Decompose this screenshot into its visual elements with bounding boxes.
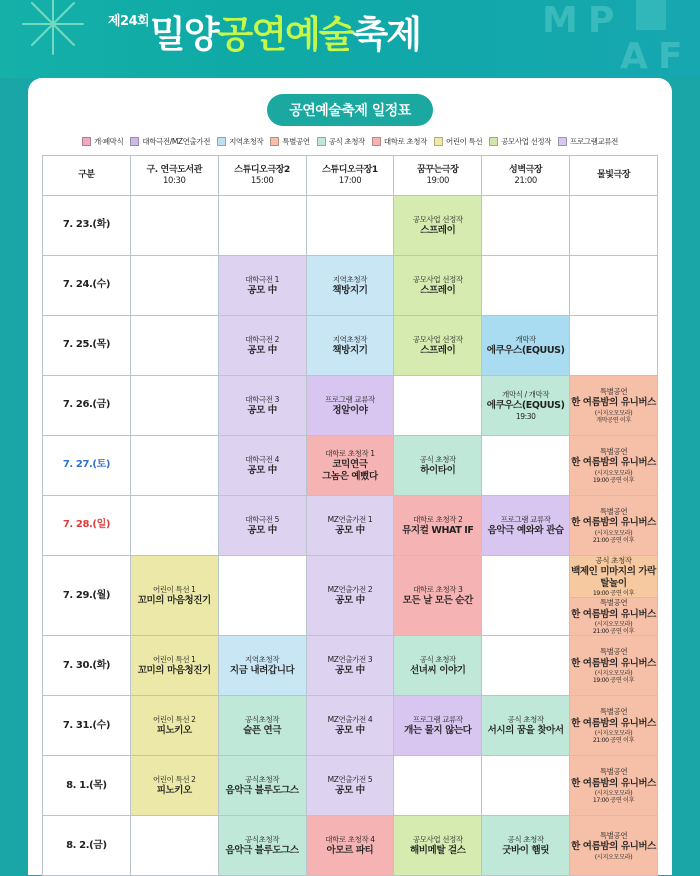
cell-category: 지역초청작 — [332, 334, 368, 344]
column-venue: 스튜디오극장2 — [234, 164, 290, 175]
column-header-5 — [482, 156, 570, 196]
cell-title: 한 여름밤의 유니버스 — [571, 717, 656, 729]
legend-swatch-icon — [434, 137, 443, 146]
edition-label: 제24회 — [108, 14, 150, 29]
cell-category: 공식 초청작 — [419, 655, 456, 665]
column-venue: 구분 — [78, 170, 95, 181]
schedule-cell — [130, 496, 218, 556]
cell-note: 19:00 공연 이후 — [592, 590, 635, 598]
cell-title: 하이타이 — [420, 464, 456, 476]
schedule-cell — [482, 496, 570, 556]
schedule-cell — [570, 496, 658, 556]
column-venue: 구. 연극도서관 — [146, 164, 203, 175]
column-time: 15:00 — [250, 175, 274, 186]
cell-category: 공식초청작 — [244, 775, 280, 785]
column-time: 10:30 — [163, 175, 186, 186]
cell-title: 책방지기 — [332, 344, 368, 356]
table-row — [43, 376, 658, 436]
cell-category: MZ연출가전 4 — [327, 715, 373, 725]
column-header-1 — [130, 156, 218, 196]
schedule-cell — [570, 816, 658, 876]
cell-title: 에쿠우스(EQUUS) — [486, 344, 565, 356]
cell-title: 스프레이 — [420, 284, 456, 296]
cell-category: 대학로 초청작 1 — [325, 448, 375, 458]
cell-title: 서시의 꿈을 찾아서 — [487, 725, 564, 737]
table-row — [43, 256, 658, 316]
schedule-cell — [218, 636, 306, 696]
cell-category: 어린이 특선 2 — [152, 775, 196, 785]
schedule-cell — [394, 376, 482, 436]
row-date: 7. 27.(토) — [43, 436, 131, 496]
cell-category: MZ연출가전 1 — [327, 514, 373, 524]
schedule-cell — [394, 816, 482, 876]
cell-title: 굿바이 햄릿 — [502, 845, 550, 857]
legend-label: 개·폐막식 — [93, 137, 124, 146]
cell-note: (시지오모모라) 19:00 공연 이후 — [592, 469, 635, 484]
schedule-cell — [306, 816, 394, 876]
schedule-cell — [394, 196, 482, 256]
legend-item — [317, 136, 365, 147]
cell-title: 공모 中 — [335, 665, 365, 677]
svg-text:A: A — [620, 36, 648, 76]
column-header-2 — [218, 156, 306, 196]
cell-title: 한 여름밤의 유니버스 — [571, 777, 656, 789]
schedule-cell — [306, 756, 394, 816]
column-header-0 — [43, 156, 131, 196]
row-date: 7. 28.(일) — [43, 496, 131, 556]
table-row — [43, 816, 658, 876]
cell-category: 대학극전 3 — [245, 394, 279, 404]
legend-item — [489, 136, 551, 147]
row-date: 7. 31.(수) — [43, 696, 131, 756]
schedule-cell — [570, 756, 658, 816]
cell-note: (시지오모모라) 17:00 공연 이후 — [592, 790, 635, 805]
cell-category: 특별공연 — [599, 830, 628, 840]
cell-category: 공식 초청작 — [419, 454, 456, 464]
cell-category: MZ연출가전 3 — [327, 655, 373, 665]
cell-category: 프로그램 교류작 — [500, 514, 551, 524]
cell-title: 공모 中 — [247, 464, 277, 476]
legend-label: 공식 초청작 — [328, 137, 365, 146]
legend-label: 공모사업 선정작 — [501, 137, 552, 146]
schedule-cell — [570, 256, 658, 316]
cell-title: 책방지기 — [332, 284, 368, 296]
cell-category: 개막식 / 개막작 — [502, 389, 550, 399]
cell-title: 꼬미의 마음청진기 — [137, 665, 211, 677]
cell-category: 특별공연 — [599, 507, 628, 517]
table-row — [43, 436, 658, 496]
cell-category: 공모사업 선정작 — [412, 334, 463, 344]
cell-category: 지역초청작 — [244, 655, 280, 665]
schedule-cell — [482, 696, 570, 756]
schedule-cell — [394, 696, 482, 756]
schedule-cell — [130, 696, 218, 756]
schedule-cell — [482, 816, 570, 876]
legend-item — [130, 136, 210, 147]
cell-title: 한 여름밤의 유니버스 — [571, 397, 656, 409]
schedule-cell — [130, 256, 218, 316]
schedule-cell — [570, 196, 658, 256]
column-time: 21:00 — [514, 175, 537, 186]
schedule-cell — [570, 556, 658, 636]
row-date: 7. 29.(월) — [43, 556, 131, 636]
festival-title — [150, 4, 420, 58]
mpaf-logo-icon — [540, 0, 690, 76]
schedule-cell — [306, 556, 394, 636]
table-header-row — [43, 156, 658, 196]
cell-title: 개는 물지 않는다 — [404, 725, 472, 737]
column-venue: 꿈꾸는극장 — [417, 164, 459, 175]
legend-swatch-icon — [558, 137, 567, 146]
schedule-cell — [218, 496, 306, 556]
row-date: 7. 30.(화) — [43, 636, 131, 696]
column-venue: 성벽극장 — [509, 164, 543, 175]
column-header-6 — [570, 156, 658, 196]
schedule-cell — [394, 756, 482, 816]
schedule-cell — [218, 816, 306, 876]
cell-title: 꼬미의 마음청진기 — [137, 594, 211, 606]
cell-category: 특별공연 — [599, 647, 628, 657]
cell-category: 공모사업 선정작 — [412, 214, 463, 224]
legend-item — [558, 136, 618, 147]
cell-category: 특별공연 — [599, 767, 628, 777]
schedule-cell — [482, 376, 570, 436]
cell-stack — [570, 556, 657, 635]
schedule-cell — [130, 316, 218, 376]
cell-note: (시지오모모라) 19:00 공연 이후 — [592, 670, 635, 685]
cell-category: 공모사업 선정작 — [412, 835, 463, 845]
schedule-cell — [130, 556, 218, 636]
cell-time: 19:30 — [515, 412, 536, 422]
schedule-cell — [394, 636, 482, 696]
schedule-cell — [394, 256, 482, 316]
schedule-cell — [130, 636, 218, 696]
legend — [44, 136, 656, 147]
cell-title: 공모 中 — [335, 725, 365, 737]
cell-category: 대학극전 2 — [245, 334, 279, 344]
cell-title: 스프레이 — [420, 344, 456, 356]
table-row — [43, 756, 658, 816]
cell-title: 공모 中 — [335, 594, 365, 606]
schedule-cell — [130, 436, 218, 496]
cell-title: 공모 中 — [247, 284, 277, 296]
column-venue: 물빛극장 — [596, 170, 631, 181]
schedule-cell — [306, 696, 394, 756]
row-date: 7. 23.(화) — [43, 196, 131, 256]
cell-title: 뮤지컬 WHAT IF — [402, 524, 474, 536]
cell-category: 공식 초청작 — [595, 556, 632, 565]
legend-swatch-icon — [372, 137, 381, 146]
schedule-cell — [482, 256, 570, 316]
svg-text:F: F — [658, 36, 683, 76]
schedule-card — [28, 78, 672, 875]
schedule-cell — [130, 196, 218, 256]
legend-item — [434, 136, 482, 147]
legend-label: 어린이 특선 — [445, 137, 483, 146]
cell-title: 스프레이 — [420, 224, 456, 236]
schedule-cell — [218, 696, 306, 756]
cell-category: 대학극전 1 — [245, 274, 279, 284]
schedule-cell — [570, 636, 658, 696]
cell-title: 한 여름밤의 유니버스 — [571, 657, 656, 669]
schedule-cell — [482, 196, 570, 256]
legend-item — [82, 136, 123, 147]
title-part-3: 축제 — [352, 13, 420, 56]
cell-category: 공식초청작 — [244, 715, 280, 725]
legend-item — [372, 136, 427, 147]
cell-note: (시지오모모라) 21:00 공연 이후 — [592, 529, 635, 544]
column-time: 19:00 — [426, 175, 450, 186]
schedule-subcell — [570, 556, 657, 597]
cell-title: 선녀씨 이야기 — [410, 665, 466, 677]
cell-category: 대학극전 4 — [245, 454, 279, 464]
schedule-subcell — [570, 597, 657, 635]
cell-category: 어린이 특선 1 — [152, 584, 196, 594]
cell-title: 공모 中 — [247, 344, 277, 356]
cell-title: 음악극 예와와 관습 — [487, 524, 564, 536]
schedule-cell — [394, 436, 482, 496]
cell-title: 한 여름밤의 유니버스 — [571, 457, 656, 469]
cell-category: 공식 초청작 — [507, 715, 544, 725]
schedule-cell — [482, 436, 570, 496]
cell-category: MZ연출가전 5 — [327, 775, 373, 785]
cell-title: 에쿠우스(EQUUS) — [486, 399, 565, 411]
cell-title: 지금 내려갑니다 — [229, 665, 295, 677]
cell-title: 음악극 블루도그스 — [225, 785, 299, 797]
cell-category: 대학로 초청작 4 — [325, 835, 375, 845]
table-row — [43, 696, 658, 756]
cell-category: 특별공연 — [599, 387, 628, 397]
schedule-cell — [218, 316, 306, 376]
cell-title: 피노키오 — [156, 785, 192, 797]
schedule-cell — [218, 436, 306, 496]
schedule-cell — [306, 496, 394, 556]
table-row — [43, 556, 658, 636]
cell-category: 개막작 — [515, 334, 536, 344]
cell-note: (시지오모모라) 개막공연 이후 — [594, 409, 633, 424]
legend-swatch-icon — [217, 137, 226, 146]
cell-category: 어린이 특선 2 — [152, 715, 196, 725]
pill-wrapper — [42, 94, 658, 126]
legend-swatch-icon — [130, 137, 139, 146]
svg-text:P: P — [588, 0, 615, 41]
legend-label: 대학로 초청작 — [383, 137, 427, 146]
cell-category: 프로그램 교류작 — [412, 715, 463, 725]
schedule-cell — [570, 436, 658, 496]
legend-item — [217, 136, 263, 147]
legend-label: 지역초청작 — [229, 137, 264, 146]
row-date: 7. 25.(목) — [43, 316, 131, 376]
title-part-1: 밀양 — [150, 13, 218, 56]
cell-category: 어린이 특선 1 — [152, 655, 196, 665]
cell-note: (시지오모모라) — [594, 853, 633, 861]
cell-category: 대학로 초청작 3 — [413, 584, 463, 594]
schedule-cell — [570, 316, 658, 376]
title-part-2: 공연예술 — [217, 13, 353, 56]
schedule-cell — [218, 256, 306, 316]
schedule-cell — [306, 636, 394, 696]
cell-category: 대학로 초청작 2 — [413, 514, 463, 524]
cell-title: 해비메탈 걸스 — [410, 845, 466, 857]
legend-label: 특별공연 — [282, 137, 310, 146]
table-row — [43, 496, 658, 556]
schedule-cell — [394, 496, 482, 556]
schedule-cell — [130, 376, 218, 436]
schedule-cell — [130, 816, 218, 876]
schedule-cell — [482, 636, 570, 696]
legend-label: 프로그램교류전 — [570, 137, 619, 146]
row-date: 7. 26.(금) — [43, 376, 131, 436]
cell-category: 특별공연 — [599, 447, 628, 457]
schedule-cell — [306, 196, 394, 256]
row-date: 8. 2.(금) — [43, 816, 131, 876]
cell-category: 특별공연 — [599, 707, 628, 717]
cell-category: 공모사업 선정작 — [412, 274, 463, 284]
row-date: 8. 1.(목) — [43, 756, 131, 816]
cell-title: 정알이야 — [332, 404, 368, 416]
schedule-cell — [306, 436, 394, 496]
table-row — [43, 316, 658, 376]
cell-title: 한 여름밤의 유니버스 — [571, 517, 656, 529]
cell-category: MZ연출가전 2 — [327, 584, 373, 594]
cell-category: 공식 초청작 — [507, 835, 544, 845]
cell-title: 아모르 파티 — [326, 845, 374, 857]
schedule-cell — [482, 756, 570, 816]
schedule-cell — [130, 756, 218, 816]
cell-category: 대학극전 5 — [245, 514, 279, 524]
schedule-cell — [306, 256, 394, 316]
column-venue: 스튜디오극장1 — [322, 164, 378, 175]
cell-title: 공모 中 — [247, 524, 277, 536]
cell-category: 공식초청작 — [244, 835, 280, 845]
table-row — [43, 196, 658, 256]
table-body — [43, 196, 658, 876]
schedule-cell — [306, 376, 394, 436]
row-date: 7. 24.(수) — [43, 256, 131, 316]
cell-note: (시지오모모라) 21:00 공연 이후 — [592, 730, 635, 745]
cell-title: 공모 中 — [335, 785, 365, 797]
cell-title: 음악극 블루도그스 — [225, 845, 299, 857]
schedule-cell — [394, 556, 482, 636]
cell-title: 슬픈 연극 — [243, 725, 282, 737]
schedule-cell — [570, 376, 658, 436]
festival-banner — [0, 0, 700, 78]
sparkle-icon — [18, 0, 88, 60]
cell-category: 프로그램 교류작 — [325, 394, 375, 404]
legend-swatch-icon — [489, 137, 498, 146]
legend-swatch-icon — [317, 137, 326, 146]
legend-swatch-icon — [82, 137, 91, 146]
column-header-4 — [394, 156, 482, 196]
legend-swatch-icon — [270, 137, 279, 146]
schedule-cell — [218, 556, 306, 636]
legend-item — [270, 136, 309, 147]
schedule-title-pill: 공연예술축제 일정표 — [267, 94, 433, 126]
cell-title: 피노키오 — [156, 725, 192, 737]
cell-note: (시지오모모라) 21:00 공연 이후 — [592, 621, 635, 636]
schedule-cell — [218, 756, 306, 816]
cell-title: 한 여름밤의 유니버스 — [571, 841, 656, 853]
table-head — [43, 156, 658, 196]
schedule-cell — [482, 316, 570, 376]
schedule-cell — [482, 556, 570, 636]
schedule-cell — [218, 376, 306, 436]
column-time: 17:00 — [338, 175, 362, 186]
schedule-cell — [570, 696, 658, 756]
svg-text:M: M — [542, 0, 578, 41]
cell-title: 코믹연극 그놈은 예뻤다 — [322, 458, 378, 482]
schedule-cell — [394, 316, 482, 376]
cell-title: 공모 中 — [247, 404, 277, 416]
schedule-cell — [306, 316, 394, 376]
cell-title: 한 여름밤의 유니버스 — [571, 608, 656, 620]
column-header-3 — [306, 156, 394, 196]
schedule-table — [42, 155, 658, 876]
cell-title: 공모 中 — [335, 524, 365, 536]
cell-category: 특별공연 — [599, 598, 628, 608]
legend-label: 대학극전/MZ연출가전 — [142, 137, 211, 146]
cell-title: 백제인 미마지의 가락탈놀이 — [571, 566, 656, 589]
cell-title: 모든 날 모든 순간 — [402, 594, 473, 606]
cell-category: 지역초청작 — [332, 274, 368, 284]
table-row — [43, 636, 658, 696]
schedule-cell — [218, 196, 306, 256]
